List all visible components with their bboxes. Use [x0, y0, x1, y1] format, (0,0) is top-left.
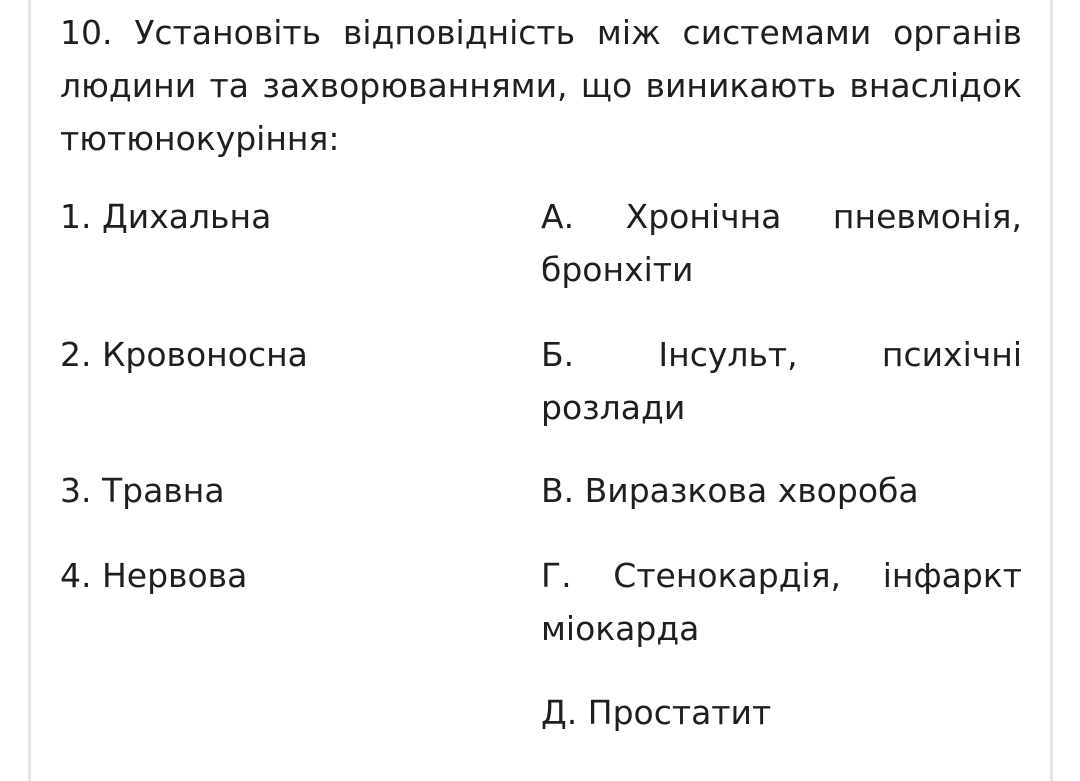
system-item-4: 4. Нервова: [60, 556, 248, 595]
system-item-3: 3. Травна: [60, 471, 225, 510]
right-border-line: [1050, 0, 1053, 781]
disease-item-g: Г. Стенокардія, інфаркт міокарда: [541, 556, 1022, 648]
disease-item-a: А. Хронічна пневмонія, бронхіти: [541, 197, 1022, 289]
left-border-line: [28, 0, 31, 781]
system-item-2: 2. Кровоносна: [60, 335, 308, 374]
system-item-1: 1. Дихальна: [60, 197, 272, 236]
disease-item-d: Д. Простатит: [541, 693, 772, 732]
question-text: 10. Установіть відповідність між системами органів людини та захворюваннями, що виникають внаслідок тютюнокуріння:: [60, 13, 1022, 158]
disease-item-v: В. Виразкова хвороба: [541, 471, 919, 510]
disease-item-b: Б. Інсульт, психічні розлади: [541, 335, 1022, 427]
